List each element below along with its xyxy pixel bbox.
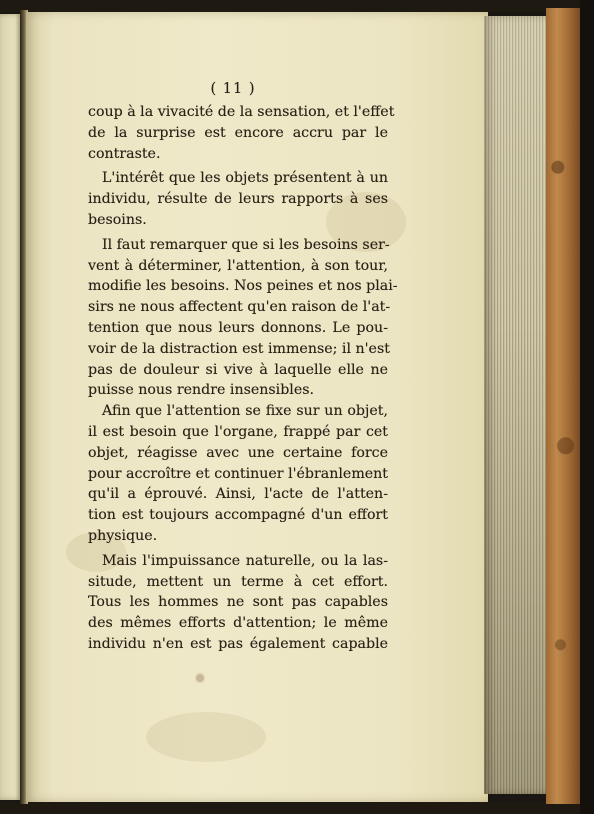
text-line: individu, résulte de leurs rapports à ses [88,191,388,208]
facing-page-edge [0,14,22,800]
page-foxing [146,712,266,762]
text-line: individu n'en est pas également capable [88,635,388,652]
text-line: voir de la distraction est immense; il n'est [88,340,390,357]
text-line: L'intérêt que les objets présentent à un [102,170,388,187]
text-line: des mêmes efforts d'attention; le même [88,615,388,632]
text-line: tention que nous leurs donnons. Le pou- [88,319,388,336]
text-line: pour accroître et continuer l'ébranlement [88,465,389,482]
text-line: objet, réagisse avec une certaine force [88,444,388,461]
text-line: situde, mettent un terme à cet effort. [88,573,388,590]
page-number: ( 11 ) [210,81,256,97]
text-line: coup à la vivacité de la sensation, et l'effet [88,104,395,120]
leather-cover [546,8,582,804]
text-line: besoins. [88,211,147,228]
text-line: qu'il a éprouvé. Ainsi, l'acte de l'atten- [88,486,388,503]
text-line: Tous les hommes ne sont pas capables [88,594,388,611]
text-line: vent à déterminer, l'attention, à son tour, [88,257,388,274]
text-line: tion est toujours accompagné d'un effort [88,507,388,524]
scan-background-bottom [0,802,594,814]
paragraph [88,102,395,164]
text-line: Mais l'impuissance naturelle, ou la las- [102,552,388,569]
page-block-edges [484,16,548,794]
text-line: de la surprise est encore accru par le [88,124,388,141]
ink-stain [195,672,205,684]
text-line: Afin que l'attention se fixe sur un objet, [102,403,388,420]
text-line: il est besoin que l'organe, frappé par cet [88,423,388,440]
text-line: physique. [88,527,158,544]
scan-background-top [0,0,594,12]
paragraph [88,551,388,655]
text-line: Il faut remarquer que si les besoins ser- [102,236,390,253]
text-line: modifie les besoins. Nos peines et nos plai- [88,278,398,295]
paragraph [88,235,398,401]
paragraph [88,168,388,230]
paragraph [88,401,388,547]
text-line: sirs ne nous affectent qu'en raison de l'at- [88,299,391,316]
text-line: puisse nous rendre insensibles. [88,382,315,399]
text-line: contraste. [88,145,161,162]
text-line: pas de douleur si vive à laquelle elle ne [88,361,388,378]
scan-background-right [580,0,594,814]
page-text [88,76,398,655]
